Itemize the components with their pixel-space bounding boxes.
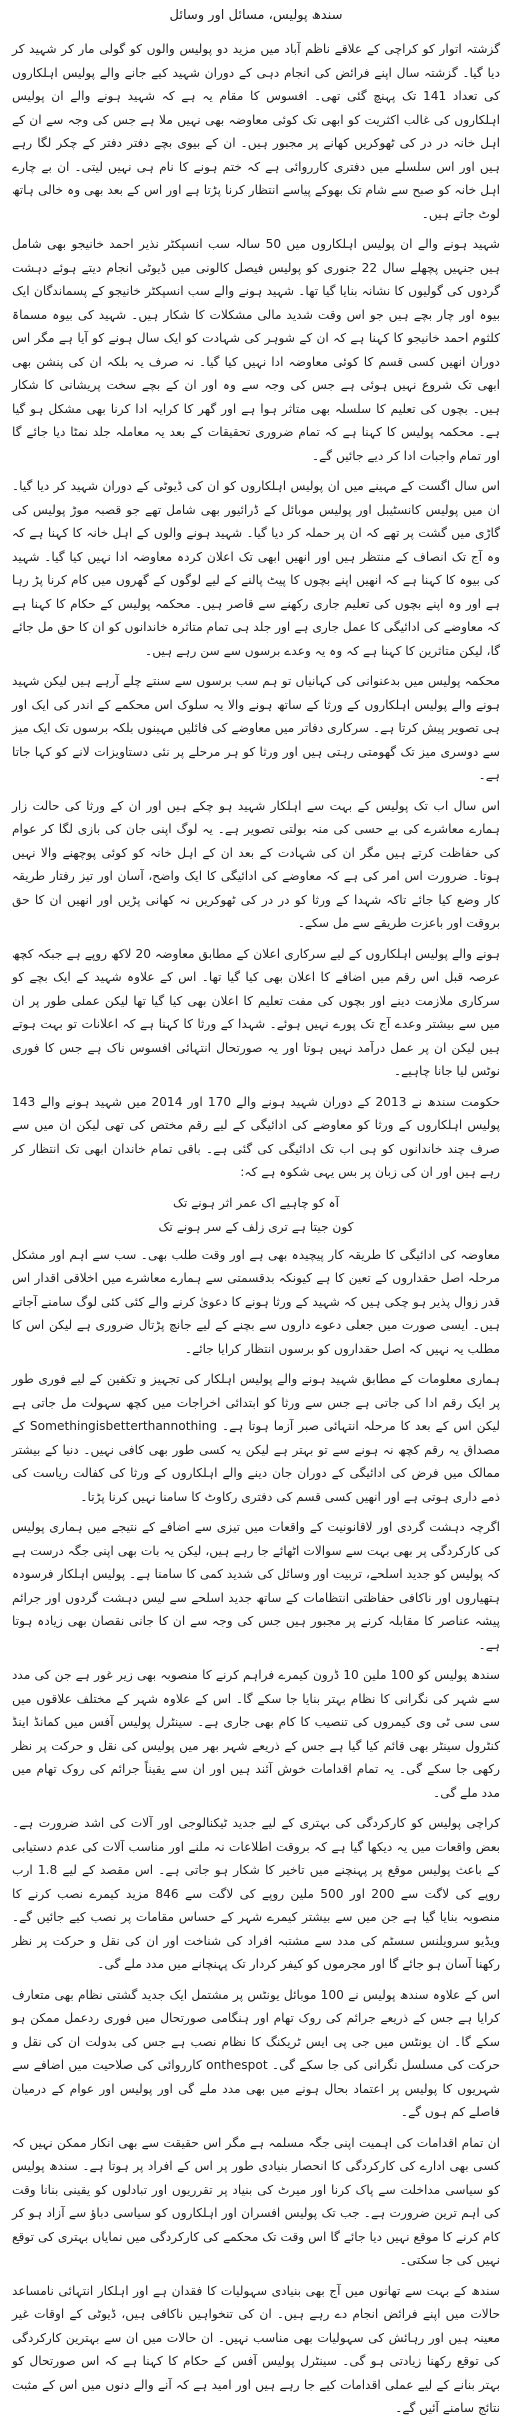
article-paragraph-14: ان تمام اقدامات کی اہمیت اپنی جگہ مسلمہ ہے مگر اس حقیقت سے بھی انکار ممکن نہیں کہ کسی بھی ادارے کی کارکردگی کا انحصار بنیادی طور پر اس کے افراد پر ہوتا ہے۔ سندھ پولیس کو سیاسی مداخلت سے پاک کرنا اور میرٹ کی بنیاد پر تقرریوں اور تبادلوں کو یقینی بنانا وقت کی اہم ترین ضرورت ہے۔ جب تک پولیس افسران اور اہلکاروں کو سیاسی دباؤ سے آزاد ہو کر کام کرنے کا موقع نہیں دیا جائے گا اس وقت تک محکمے کی کارکردگی میں نمایاں بہتری کی توقع نہیں کی جا سکتی۔ — [12, 2135, 500, 2267]
verse-line-1: آہ کو چاہیے اک عمر اثر ہونے تک — [172, 1195, 340, 1210]
article-paragraph-10: اگرچہ دہشت گردی اور لاقانونیت کے واقعات میں تیزی سے اضافے کے نتیجے میں ہماری پولیس کی کارکردگی پر بھی بہت سے سوالات اٹھائے جا رہے ہیں، لیکن یہ بات بھی اپنی جگہ درست ہے کہ پولیس کو جدید اسلحے، تربیت اور وسائل کی شدید کمی کا سامنا ہے۔ پولیس اہلکار فرسودہ ہتھیاروں اور ناکافی حفاظتی انتظامات کے ساتھ جدید اسلحے سے لیس دہشت گردوں اور جرائم پیشہ عناصر کا مقابلہ کرنے پر مجبور ہیں جس کی وجہ سے ان کا جانی نقصان بھی زیادہ ہوتا ہے۔ — [12, 1520, 500, 1652]
article-paragraph-5: اس سال اب تک پولیس کے بہت سے اہلکار شہید ہو چکے ہیں اور ان کے ورثا کی حالت زار ہمارے معاشرے کی بے حسی کی منہ بولتی تصویر ہے۔ یہ لوگ اپنی جان کی بازی لگا کر عوام کی حفاظت کرتے ہیں مگر ان کی شہادت کے بعد ان کے اہل خانہ کو کوئی پوچھنے والا نہیں ہوتا۔ ضرورت اس امر کی ہے کہ معاوضے کی ادائیگی کا ایک واضح، آسان اور تیز رفتار طریقہ کار وضع کیا جائے تاکہ شہدا کے ورثا کو در در کی ٹھوکریں نہ کھانی پڑیں اور انھیں ان کا حق بروقت اور باعزت طریقے سے مل سکے۔ — [12, 798, 500, 930]
article-paragraph-3: اس سال اگست کے مہینے میں ان پولیس اہلکاروں کو ان کی ڈیوٹی کے دوران شہید کر دیا گیا۔ ان میں پولیس کانسٹیبل اور پولیس موبائل کے ڈرائیور بھی شامل تھے جو قصبہ موڑ پولیس کی گاڑی میں گشت پر تھے کہ ان پر حملہ کر دیا گیا۔ شہید ہونے والوں کے اہل خانہ کا کہنا ہے کہ وہ آج تک انصاف کے منتظر ہیں اور انھیں ابھی تک اعلان کردہ معاوضہ ادا نہیں کیا گیا۔ شہید کی بیوہ کا کہنا ہے کہ انھیں اپنے بچوں کا پیٹ پالنے کے لیے لوگوں کے گھروں میں کام کرنا پڑ رہا ہے اور وہ اپنے بچوں کی تعلیم جاری رکھنے سے قاصر ہیں۔ محکمہ پولیس کے حکام کا کہنا ہے کہ معاوضے کی ادائیگی کا عمل جاری ہے اور جلد ہی تمام متاثرہ خاندانوں کو ان کا حق مل جائے گا، لیکن متاثرین کا کہنا ہے کہ وہ یہ وعدے برسوں سے سن رہے ہیں۔ — [12, 479, 500, 658]
article-paragraph-11: سندھ پولیس کو 100 ملین 10 ڈرون کیمرے فراہم کرنے کا منصوبہ بھی زیر غور ہے جن کی مدد سے شہر کی نگرانی کا نظام بہتر بنایا جا سکے گا۔ اس کے علاوہ شہر کے مختلف علاقوں میں سی سی ٹی وی کیمروں کی تنصیب کا کام بھی جاری ہے۔ سینٹرل پولیس آفس میں کمانڈ اینڈ کنٹرول سینٹر بھی قائم کیا گیا ہے جس کے ذریعے شہر بھر میں پولیس کی نقل و حرکت پر نظر رکھی جا سکے گی۔ یہ تمام اقدامات خوش آئند ہیں اور ان سے یقیناً جرائم کی روک تھام میں مدد ملے گی۔ — [12, 1668, 500, 1800]
article-title: سندھ پولیس، مسائل اور وسائل — [169, 8, 343, 23]
article-paragraph-15: سندھ کے بہت سے تھانوں میں آج بھی بنیادی سہولیات کا فقدان ہے اور اہلکار انتہائی نامساعد حالات میں اپنے فرائض انجام دے رہے ہیں۔ ان کی تنخواہیں ناکافی ہیں، ڈیوٹی کے اوقات غیر معینہ ہیں اور رہائش کی سہولیات بھی مناسب نہیں۔ ان حالات میں ان سے بہترین کارکردگی کی توقع رکھنا زیادتی ہو گی۔ سینٹرل پولیس آفس کے حکام کا کہنا ہے کہ اس صورتحال کو بہتر بنانے کے لیے عملی اقدامات کیے جا رہے ہیں اور امید ہے کہ آنے والے دنوں میں اس کے مثبت نتائج سامنے آئیں گے۔ — [12, 2283, 500, 2415]
poetry-couplet — [12, 1192, 500, 1238]
article-paragraph-12: کراچی پولیس کو کارکردگی کی بہتری کے لیے جدید ٹیکنالوجی اور آلات کی اشد ضرورت ہے۔ بعض واقعات میں یہ دیکھا گیا ہے کہ بروقت اطلاعات نہ ملنے اور مناسب آلات کی عدم دستیابی کے باعث پولیس موقع پر پہنچنے میں تاخیر کا شکار ہو جاتی ہے۔ اس مقصد کے لیے 1.8 ارب روپے کی لاگت سے 200 اور 500 ملین روپے کی لاگت سے 846 مزید کیمرے نصب کرنے کا منصوبہ بنایا گیا ہے جن میں سے بیشتر کیمرے شہر کے حساس مقامات پر نصب کیے جائیں گے۔ ویڈیو سرویلنس سسٹم کی مدد سے مشتبہ افراد کی شناخت اور ان کی نقل و حرکت پر نظر رکھنا آسان ہو جائے گا اور مجرموں کو کیفر کردار تک پہنچانے میں مدد ملے گی۔ — [12, 1816, 501, 1971]
article-paragraph-2: شہید ہونے والے ان پولیس اہلکاروں میں 50 سالہ سب انسپکٹر نذیر احمد خانیجو بھی شامل ہیں جنہیں پچھلے سال 22 جنوری کو پولیس فیصل کالونی میں ڈیوٹی انجام دیتے ہوئے دہشت گردوں کی گولیوں کا نشانہ بنایا گیا تھا۔ شہید ہونے والے سب انسپکٹر خانیجو کے پسماندگان ایک بیوہ اور چار بچے ہیں جو اس وقت شدید مالی مشکلات کا شکار ہیں۔ شہید کی بیوہ مسماۃ کلثوم احمد خانیجو کا کہنا ہے کہ ان کے شوہر کی شہادت کو ایک سال ہونے کو آیا ہے مگر اس دوران انھیں کسی قسم کا کوئی معاوضہ ادا نہیں کیا گیا۔ نہ صرف یہ بلکہ ان کی پنشن بھی ابھی تک شروع نہیں ہوئی ہے جس کی وجہ سے وہ اور ان کے بچے سخت پریشانی کا شکار ہیں۔ بچوں کی تعلیم کا سلسلہ بھی متاثر ہوا ہے اور گھر کا کرایہ ادا کرنا بھی مشکل ہو گیا ہے۔ محکمہ پولیس کا کہنا ہے کہ تمام ضروری تحقیقات کے بعد یہ معاملہ جلد نمٹا دیا جائے گا اور تمام واجبات ادا کر دیے جائیں گے۔ — [12, 237, 500, 463]
article-paragraph-8: معاوضہ کی ادائیگی کا طریقہ کار پیچیدہ بھی ہے اور وقت طلب بھی۔ سب سے اہم اور مشکل مرحلہ اصل حقداروں کے تعین کا ہے کیونکہ بدقسمتی سے ہمارے معاشرے میں اخلاقی اقدار اس قدر زوال پذیر ہو چکی ہیں کہ شہید کے ورثا ہونے کا دعویٰ کرنے والے کئی کئی لوگ سامنے آجاتے ہیں۔ ایسی صورت میں جعلی دعوے داروں سے بچنے کے لیے جانچ پڑتال ضروری ہے لیکن اس کا مطلب یہ نہیں کہ اصل حقداروں کو برسوں انتظار کرایا جائے۔ — [12, 1247, 500, 1356]
article-paragraph-4: محکمہ پولیس میں بدعنوانی کی کہانیاں تو ہم سب برسوں سے سنتے چلے آرہے ہیں لیکن شہید ہونے والے پولیس اہلکاروں کے ورثا کے ساتھ ہونے والا یہ سلوک اس محکمے کے اندر کی ایک اور ہی تصویر پیش کرتا ہے۔ سرکاری دفاتر میں معاوضے کی فائلیں مہینوں بلکہ برسوں تک ایک میز سے دوسری میز تک گھومتی رہتی ہیں اور ورثا کو ہر مرحلے پر نئی دستاویزات لانے کو کہا جاتا ہے۔ — [12, 674, 500, 782]
article-paragraph-13: اس کے علاوہ سندھ پولیس نے 100 موبائل یونٹس پر مشتمل ایک جدید گشتی نظام بھی متعارف کرایا ہے جس کے ذریعے جرائم کی روک تھام اور ہنگامی صورتحال میں فوری ردعمل ممکن ہو سکے گا۔ ان یونٹس میں جی پی ایس ٹریکنگ کا نظام نصب ہے جس کی بدولت ان کی نقل و حرکت کی مسلسل نگرانی کی جا سکے گی۔ onthespot کارروائی کی صلاحیت میں اضافے سے شہریوں کا پولیس پر اعتماد بحال ہونے میں بھی مدد ملے گی اور پولیس اور عوام کے درمیان فاصلے کم ہوں گے۔ — [12, 1987, 500, 2119]
article-paragraph-9: ہماری معلومات کے مطابق شہید ہونے والے پولیس اہلکار کی تجہیز و تکفین کے لیے فوری طور پر ایک رقم ادا کی جاتی ہے جس سے ورثا کو ابتدائی اخراجات میں کچھ سہولت مل جاتی ہے لیکن اس کے بعد کا مرحلہ انتہائی صبر آزما ہوتا ہے۔ Somethingisbetterthannothing کے مصداق یہ رقم کچھ نہ ہونے سے تو بہتر ہے لیکن یہ کسی طور بھی کافی نہیں۔ دنیا کے بیشتر ممالک میں فرض کی ادائیگی کے دوران جان دینے والے اہلکاروں کے ورثا کی کفالت ریاست کی ذمے داری ہوتی ہے اور انھیں کسی قسم کی دفتری رکاوٹ کا سامنا نہیں کرنا پڑتا۔ — [12, 1372, 500, 1504]
verse-line-2: کون جیتا ہے تری زلف کے سر ہونے تک — [158, 1219, 354, 1234]
article-paragraph-1: گزشتہ اتوار کو کراچی کے علاقے ناظم آباد میں مزید دو پولیس والوں کو گولی مار کر شہید کر دیا گیا۔ گزشتہ سال اپنے فرائض کی انجام دہی کے دوران شہید کیے جانے والے پولیس اہلکاروں کی تعداد 141 تک پہنچ گئی تھی۔ افسوس کا مقام یہ ہے کہ شہید ہونے والے ان پولیس اہلکاروں کی غالب اکثریت کو ابھی تک کوئی معاوضہ بھی نہیں ملا ہے جس کی وجہ سے ان کے اہل خانہ در در کی ٹھوکریں کھانے پر مجبور ہیں۔ ان کے بیوی بچے دفتر دفتر کے چکر لگا رہے ہیں اور اس سلسلے میں دفتری کارروائی ہے کہ ختم ہونے کا نام ہی نہیں لیتی۔ ان بے چارے اہل خانہ کو صبح سے شام تک بھوکے پیاسے انتظار کرنا پڑتا ہے اور اس کے بعد بھی وہ خالی ہاتھ لوٹ جاتے ہیں۔ — [12, 42, 500, 221]
article-paragraph-6: ہونے والے پولیس اہلکاروں کے لیے سرکاری اعلان کے مطابق معاوضہ 20 لاکھ روپے ہے جبکہ کچھ عرصہ قبل اس رقم میں اضافے کا اعلان بھی کیا گیا تھا۔ اس کے علاوہ شہید کے ایک بچے کو سرکاری ملازمت دینے اور بچوں کی مفت تعلیم کا اعلان بھی کیا گیا تھا لیکن عملی طور پر ان میں سے بیشتر وعدے آج تک پورے نہیں ہوئے۔ شہدا کے ورثا کا کہنا ہے کہ اعلانات تو بہت ہوتے ہیں لیکن ان پر عمل درآمد نہیں ہوتا اور یہ صورتحال انتہائی افسوس ناک ہے جس کا فوری نوٹس لیا جانا چاہیے۔ — [12, 946, 500, 1078]
article-paragraph-7: حکومت سندھ نے 2013 کے دوران شہید ہونے والے 170 اور 2014 میں شہید ہونے والے 143 پولیس اہلکاروں کے ورثا کو معاوضے کی ادائیگی کے لیے رقم مختص کی تھی لیکن ان میں سے صرف چند خاندانوں کو ہی اب تک ادائیگی کی گئی ہے۔ باقی تمام خاندان ابھی تک انتظار کر رہے ہیں اور ان کی زبان پر بس یہی شکوہ ہے کہ: — [12, 1094, 501, 1179]
